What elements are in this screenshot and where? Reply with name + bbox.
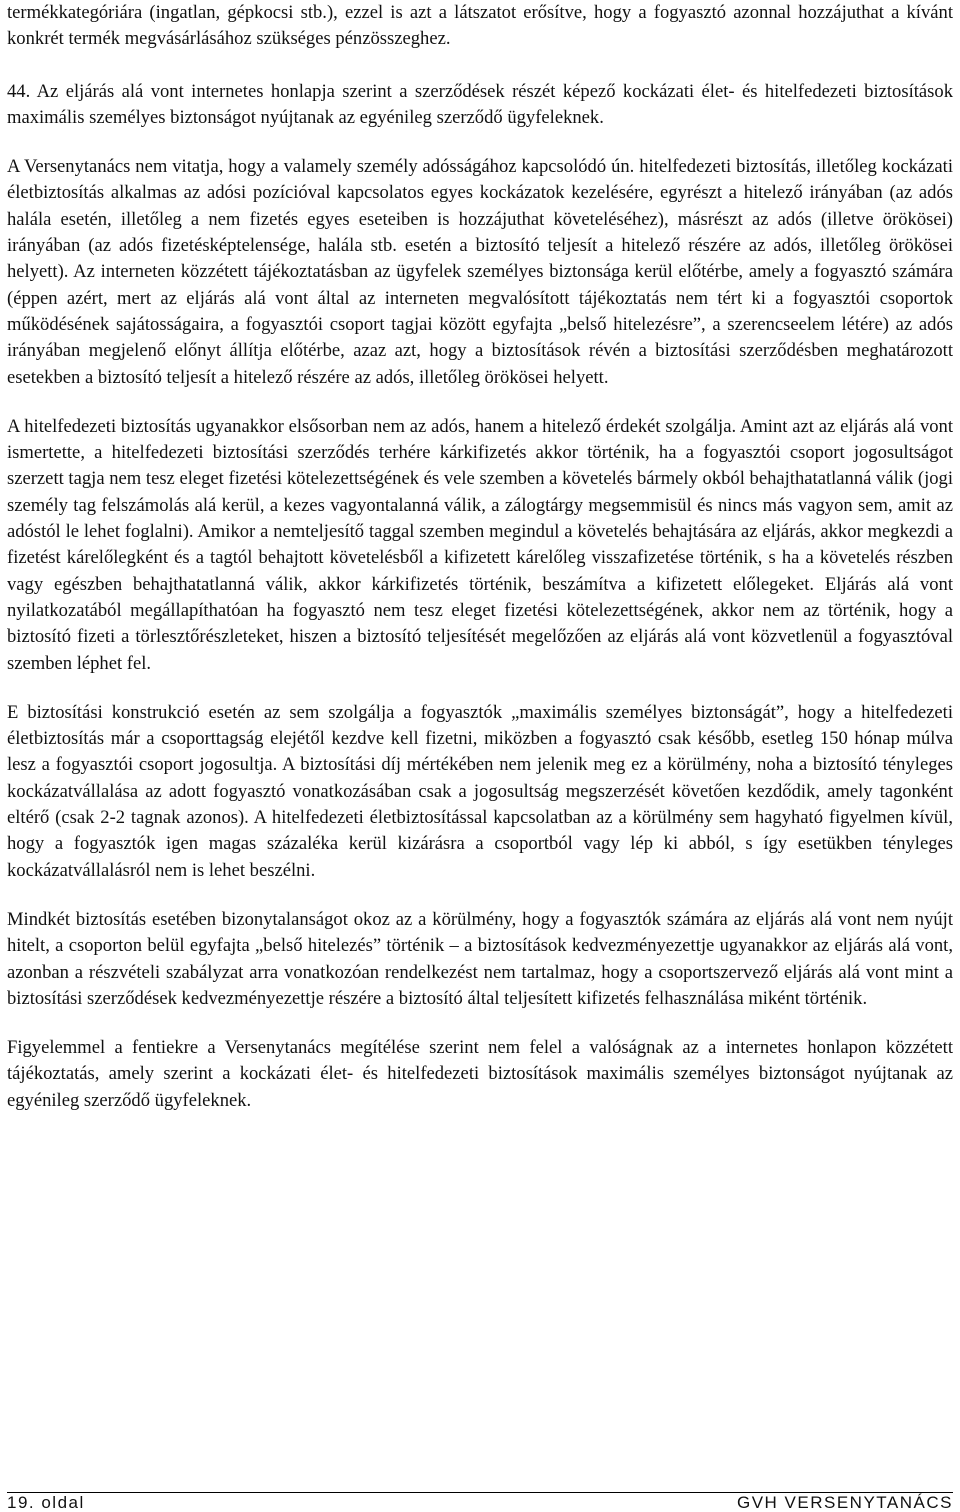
document-body bbox=[7, 0, 953, 1114]
page-number: 19. oldal bbox=[7, 1493, 85, 1512]
paragraph-gap bbox=[7, 884, 953, 907]
paragraph-continuation: termékkategóriára (ingatlan, gépkocsi stb.), ezzel is azt a látszatot erősítve, hogy a fogyasztó azonnal hozzájuthat a kívánt konkrét termék megvásárlásához szükséges pénzösszeghez. bbox=[7, 2, 953, 50]
paragraph-gap bbox=[7, 391, 953, 414]
page-footer bbox=[7, 1494, 953, 1512]
paragraph-gap bbox=[7, 677, 953, 700]
footer-organization: GVH VERSENYTANÁCS bbox=[736, 1493, 953, 1512]
paragraph-hitelfedezeti: A hitelfedezeti biztosítás ugyanakkor elsősorban nem az adós, hanem a hitelező érdekét szolgálja. Amint azt az eljárás alá vont ismertette, a hitelfedezeti biztosítási szerződés terhére kárkifizetés akkor történik, ha a fogyasztói csoport jogosultságot szerzett tagja nem tesz eleget fizetési kötelezettségének és vele szemben a követelés bármely okból behajthatatlanná válik (jogi személy tag felszámolás alá kerül, a kezes vagyontalanná válik, a zálogtárgy megsemmisül és nincs más vagyon sem, amit az adóstól le lehet foglalni). Amikor a nemteljesítő taggal szemben megindul a követelés behajtására az eljárás, akkor megkezdi a fizetést kárelőlegként és a tagtól behajtott követelésből a kifizetett kárelőleg visszafizetése történik, s ha a követelés részben vagy egészben behajthatatlanná válik, akkor kárkifizetés történik, beszámítva a kifizetett előlegeket. Eljárás alá vont nyilatkozatából megállapíthatóan ha fogyasztó nem tesz eleget fizetési kötelezettségének, akkor nem az történik, hogy a biztosító fizeti a törlesztőrészleteket, hiszen a biztosító teljesítését megelőzően az eljárás alá vont közvetlenül a fogyasztóval szemben léphet fel. bbox=[7, 415, 953, 674]
paragraph-gap bbox=[7, 53, 953, 79]
paragraph-gap bbox=[7, 131, 953, 154]
paragraph-konstrukcio: E biztosítási konstrukció esetén az sem szolgálja a fogyasztók „maximális személyes biztonságát”, hogy a hitelfedezeti életbiztosítás már a csoporttagság elejétől kezdve kell fizetni, miközben a fogyasztó csak később, esetleg 150 hónap múlva lesz a fogyasztói csoport jogosultja. A biztosítási díj mértékében nem jelenik meg ez a körülmény, noha a biztosító tényleges kockázatvállalása az adott fogyasztó vonatkozásában csak a jogosultság megszerzését követően kezdődik, amely tagonként eltérő (csak 2-2 tagnak azonos). A hitelfedezeti életbiztosítással kapcsolatban az a körülmény sem hagyható figyelmen kívül, hogy a fogyasztók igen magas százaléka kerül kizárásra a csoportból vagy lép ki abból, s így esetükben tényleges kockázatvállalásról nem is lehet beszélni. bbox=[7, 701, 953, 881]
paragraph-versenytanacs: A Versenytanács nem vitatja, hogy a valamely személy adósságához kapcsolódó ún. hitelfedezeti biztosítás, illetőleg kockázati életbiztosítás alkalmas az adósi pozícióval kapcsolatos egyes kockázatok kezelésére, egyrészt a hitelező irányában (az adós halála esetén, illetőleg a nem fizetés egyes eseteiben is hozzájuthat követeléséhez), másrészt az adós (illetve örökösei) irányában (az adós fizetésképtelensége, halála stb. esetén a biztosító teljesít a hitelező részére az adós, illetőleg örökösei helyett). Az interneten közzétett tájékoztatásban az ügyfelek személyes biztonsága kerül előtérbe, amely a fogyasztó számára (éppen azért, mert az eljárás alá vont által az interneten megvalósított tájékoztatás nem tért ki a fogyasztói csoportok működésének sajátosságaira, a fogyasztói csoport tagjai között egyfajta „belső hitelezésre”, a szerencseelem létére) az adós irányában megjelenő előnyt állítja előtérbe, azaz azt, hogy a biztosítások révén a biztosítási szerződésben meghatározott esetekben a biztosító teljesít a hitelező részére az adós, illetőleg örökösei helyett. bbox=[7, 156, 953, 388]
paragraph-mindket: Mindkét biztosítás esetében bizonytalanságot okoz az a körülmény, hogy a fogyasztók számára az eljárás alá vont nem nyújt hitelt, a csoporton belül egyfajta „belső hitelezés” történik – a biztosítások kedvezményezettje ugyanakkor az eljárás alá vont, azonban a részvételi szabályzat arra vonatkozóan rendelkezést nem tartalmaz, hogy a csoportszervező eljárás alá vont mint a biztosítási szerződések kedvezményezettje részére a biztosító által teljesített kifizetés felhasználása miként történik. bbox=[7, 908, 953, 1009]
paragraph-figyelemmel: Figyelemmel a fentiekre a Versenytanács megítélése szerint nem felel a valóságnak az a internetes honlapon közzétett tájékoztatás, amely szerint a kockázati élet- és hitelfedezeti biztosítások maximális személyes biztonságot nyújtanak az egyénileg szerződő ügyfeleknek. bbox=[7, 1037, 953, 1111]
paragraph-gap bbox=[7, 1012, 953, 1035]
paragraph-44: 44. Az eljárás alá vont internetes honlapja szerint a szerződések részét képező kockázati élet- és hitelfedezeti biztosítások maximális személyes biztonságot nyújtanak az egyénileg szerződő ügyfeleknek. bbox=[7, 80, 953, 128]
